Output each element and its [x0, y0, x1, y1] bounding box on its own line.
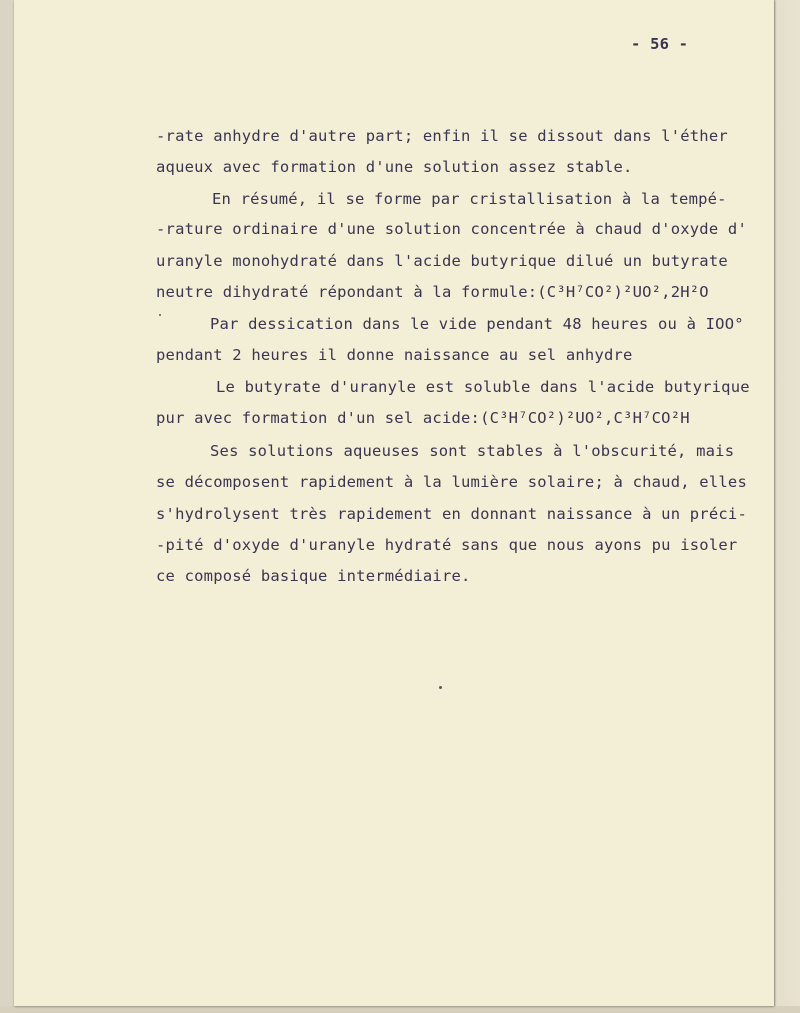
- text-line: s'hydrolysent très rapidement en donnant naissance à un préci-: [156, 505, 747, 523]
- formula-line: neutre dihydraté répondant à la formule:(C³H⁷CO²)²UO²,2H²O: [156, 283, 709, 301]
- text-line: pendant 2 heures il donne naissance au sel anhydre: [156, 346, 633, 364]
- scan-background-right: [774, 0, 800, 1013]
- typed-page: [14, 0, 774, 1006]
- scan-background-bottom: [0, 1006, 800, 1013]
- text-line: uranyle monohydraté dans l'acide butyrique dilué un butyrate: [156, 252, 728, 270]
- text-line: aqueux avec formation d'une solution assez stable.: [156, 158, 633, 176]
- text-line: En résumé, il se forme par cristallisation à la tempé-: [212, 190, 727, 208]
- ink-speck: [439, 686, 442, 689]
- formula-line: pur avec formation d'un sel acide:(C³H⁷CO²)²UO²,C³H⁷CO²H: [156, 409, 690, 427]
- text-line: -rature ordinaire d'une solution concentrée à chaud d'oxyde d': [156, 220, 747, 238]
- text-line: Le butyrate d'uranyle est soluble dans l'acide butyrique: [216, 378, 750, 396]
- ink-speck: [159, 314, 161, 316]
- text-line: Ses solutions aqueuses sont stables à l'obscurité, mais: [210, 442, 735, 460]
- text-line: -rate anhydre d'autre part; enfin il se dissout dans l'éther: [156, 127, 728, 145]
- page-number: - 56 -: [631, 35, 689, 53]
- text-line: -pité d'oxyde d'uranyle hydraté sans que nous ayons pu isoler: [156, 536, 738, 554]
- text-line: se décomposent rapidement à la lumière solaire; à chaud, elles: [156, 473, 747, 491]
- text-line: ce composé basique intermédiaire.: [156, 567, 471, 585]
- text-line: Par dessication dans le vide pendant 48 heures ou à IOO°: [210, 315, 744, 333]
